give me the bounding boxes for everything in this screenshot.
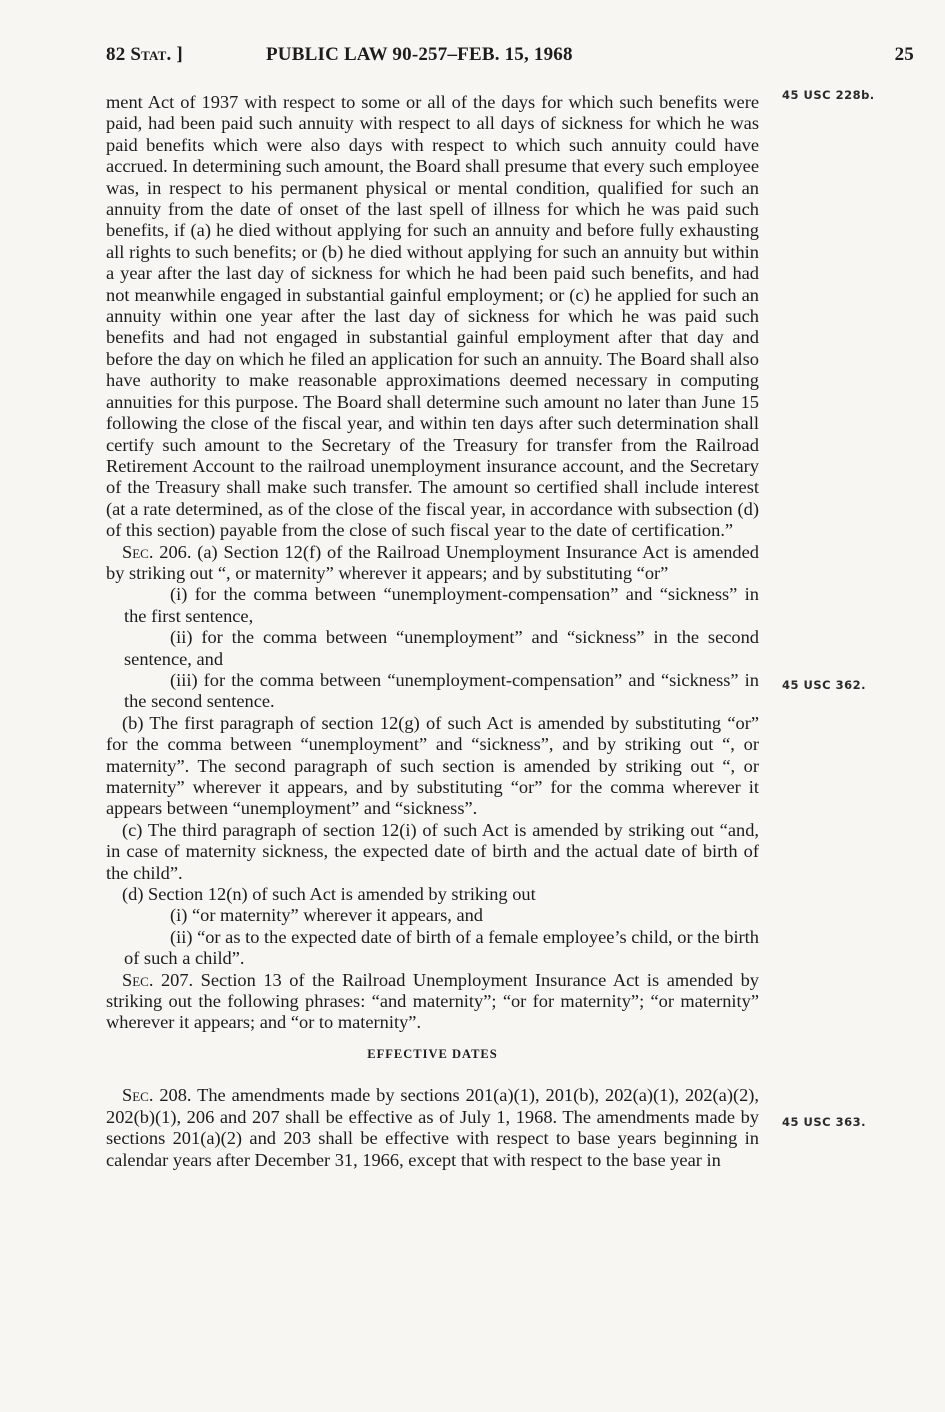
list-item: (i) for the comma between “unemployment-compensation” and “sickness” in the first sentence, — [124, 584, 759, 626]
margin-citation: 45 USC 362. — [782, 678, 866, 692]
margin-citation: 45 USC 228b. — [782, 88, 875, 102]
document-body — [106, 92, 759, 1171]
section-207 — [106, 970, 759, 1034]
page-header — [106, 44, 914, 74]
paragraph: (b) The first paragraph of section 12(g) of such Act is amended by substituting “or” for the comma between “unemployment” and “sickness”, and by striking out “, or maternity”. The second paragraph of such section is amended by striking out “, or maternity” wherever it appears, and by substituting “or” for the comma wherever it appears between “unemployment” and “sickness”. — [106, 712, 759, 819]
section-text: 207. Section 13 of the Railroad Unemployment Insurance Act is amended by striking out the following phrases: “and maternity”; “or for maternity”; “or maternity” wherever it appears; and “or to maternity”. — [106, 969, 759, 1033]
section-208 — [106, 1085, 759, 1171]
section-text: 206. (a) Section 12(f) of the Railroad Unemployment Insurance Act is amended by striking out “, or maternity” wherever it appears; and by substituting “or” — [106, 541, 759, 583]
list-item: (i) “or maternity” wherever it appears, and — [170, 905, 483, 926]
section-text: 208. The amendments made by sections 201(a)(1), 201(b), 202(a)(1), 202(a)(2), 202(b)(1), 206 and 207 shall be effective as of July 1, 1968. The amendments made by sections 201(a)(2) and 203 shall be effective with respect to base years beginning in calendar years after December 31, 1966, except that with respect to the base year in — [106, 1085, 759, 1170]
paragraph: ment Act of 1937 with respect to some or all of the days for which such benefits were paid, had been paid such annuity with respect to all days of sickness for which he was paid benefits which were also days with respect to which such annuity could have accrued. In determining such amount, the Board shall presume that every such employee was, in respect to his permanent physical or mental condition, qualified for such an annuity from the date of onset of the last spell of illness for which he was paid such benefits, if (a) he died without applying for such an annuity and before fully exhausting all rights to such benefits; or (b) he died without applying for such an annuity but within a year after the last day of sickness for which he had been paid such benefits, and had not meanwhile engaged in substantial gainful employment; or (c) he applied for such an annuity within one year after the last day of sickness for which he was paid such benefits and had not engaged in substantial gainful employment after that day and before the day on which he filed an application for such an annuity. The Board shall also have authority to make reasonable approximations deemed necessary in computing annuities for this purpose. The Board shall determine such amount no later than June 15 following the close of the fiscal year, and within ten days after such determination shall certify such amount to the Secretary of the Treasury for transfer from the Railroad Retirement Account to the railroad unemployment insurance account, and the Secretary of the Treasury shall make such transfer. The amount so certified shall include interest (at a rate determined, as of the close of the fiscal year, in accordance with subsection (d) of this section) payable from the close of such fiscal year to the date of certification.” — [106, 92, 759, 541]
page-number: 25 — [894, 44, 914, 65]
paragraph: (c) The third paragraph of section 12(i) of such Act is amended by striking out “and, in case of maternity sickness, the expected date of birth and the actual date of birth of the child”. — [106, 819, 759, 883]
law-title: PUBLIC LAW 90-257–FEB. 15, 1968 — [266, 44, 573, 65]
list-item: (ii) for the comma between “unemployment” and “sickness” in the second sentence, and — [124, 627, 759, 669]
list-item: (ii) “or as to the expected date of birth of a female employee’s child, or the birth of such a child”. — [124, 926, 759, 969]
paragraph: (d) Section 12(n) of such Act is amended by striking out — [122, 884, 536, 905]
margin-citation: 45 USC 363. — [782, 1115, 866, 1129]
section-label: Sec. — [122, 969, 154, 990]
section-heading: EFFECTIVE DATES — [367, 1046, 498, 1061]
section-label: Sec. — [122, 541, 154, 562]
statute-volume: 82 Stat. ] — [106, 44, 183, 65]
section-label: Sec. — [122, 1085, 154, 1106]
list-item: (iii) for the comma between “unemployment-compensation” and “sickness” in the second sentence. — [124, 669, 759, 712]
section-206 — [106, 542, 759, 585]
